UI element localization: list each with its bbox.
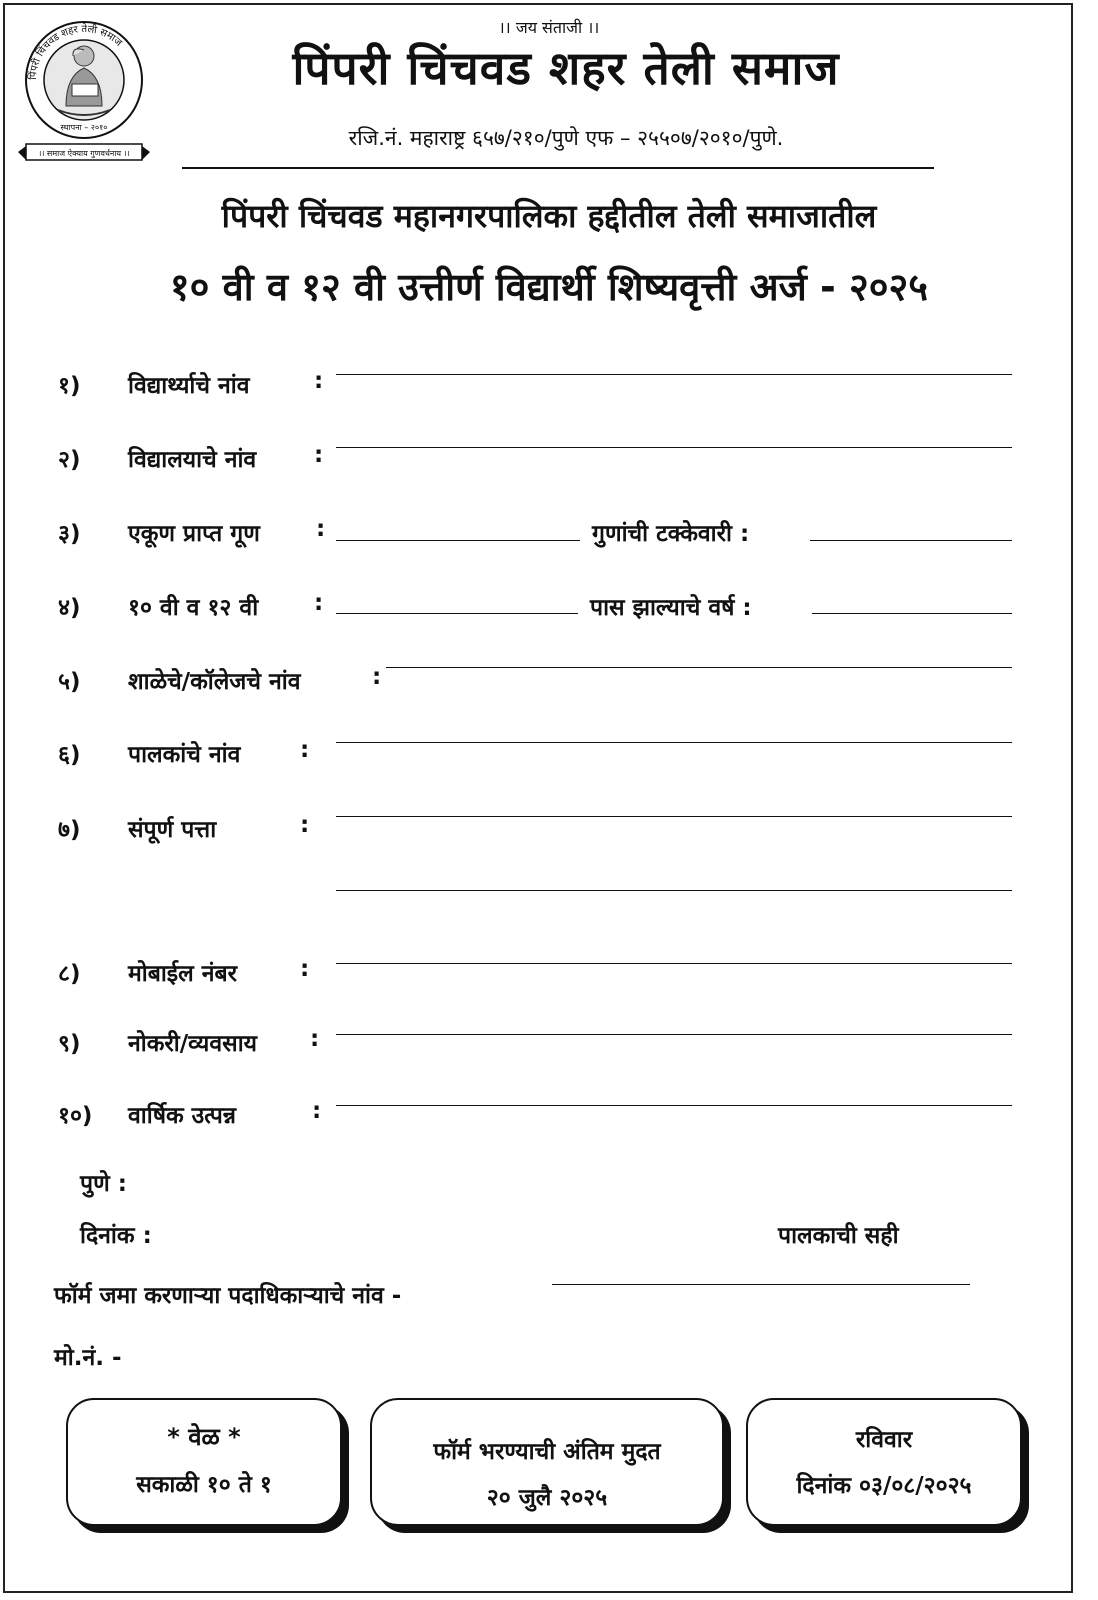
field-colon: : xyxy=(300,812,310,838)
field-colon: : xyxy=(314,368,324,394)
field-label-college-name: शाळेचे/कॉलेजचे नांव xyxy=(128,669,301,695)
field-label-percentage: गुणांची टक्केवारी : xyxy=(592,521,750,547)
field-label-student-name: विद्यार्थ्याचे नांव xyxy=(128,373,250,399)
field-number: ७) xyxy=(58,817,81,843)
event-date: दिनांक ०३/०८/२०२५ xyxy=(796,1473,972,1499)
field-number: २) xyxy=(58,447,81,473)
field-label-class: १० वी व १२ वी xyxy=(128,595,259,621)
field-number: ४) xyxy=(58,595,81,621)
field-number: १०) xyxy=(58,1103,93,1129)
student-name-input-line[interactable] xyxy=(336,374,1012,375)
field-label-total-marks: एकूण प्राप्त गूण xyxy=(128,521,260,547)
field-label-occupation: नोकरी/व्यवसाय xyxy=(128,1031,257,1057)
annual-income-input-line[interactable] xyxy=(336,1105,1012,1106)
form-title: १० वी व १२ वी उत्तीर्ण विद्यार्थी शिष्यवृत्ती अर्ज - २०२५ xyxy=(169,265,929,309)
class-input-line[interactable] xyxy=(336,613,578,614)
total-marks-input-line[interactable] xyxy=(336,540,580,541)
collector-name-input-line[interactable] xyxy=(552,1284,970,1285)
deadline-date: २० जुलै २०२५ xyxy=(486,1485,608,1511)
field-colon: : xyxy=(300,956,310,982)
field-colon: : xyxy=(310,1026,320,1052)
field-label-address: संपूर्ण पत्ता xyxy=(128,817,217,843)
motto-top: ।। जय संताजी ।। xyxy=(498,18,600,37)
college-name-input-line[interactable] xyxy=(386,667,1012,668)
address-input-line-2[interactable] xyxy=(336,890,1012,891)
field-colon: : xyxy=(312,1098,322,1124)
deadline-heading: फॉर्म भरण्याची अंतिम मुदत xyxy=(433,1439,661,1465)
field-label-school-name: विद्यालयाचे नांव xyxy=(128,447,257,473)
header-divider xyxy=(182,167,934,169)
guardian-signature-label: पालकाची सही xyxy=(778,1223,899,1249)
emblem-founded-text: स्थापना – २०१० xyxy=(60,123,108,132)
place-label: पुणे : xyxy=(80,1171,127,1197)
field-colon: : xyxy=(372,664,382,690)
field-number: ९) xyxy=(58,1031,81,1057)
time-info-box xyxy=(66,1398,342,1526)
mobile-number-label: मो.नं. - xyxy=(54,1345,122,1371)
form-subtitle: पिंपरी चिंचवड महानगरपालिका हद्दीतील तेली समाजातील xyxy=(221,197,877,235)
field-number: ६) xyxy=(58,742,81,768)
school-name-input-line[interactable] xyxy=(336,447,1012,448)
occupation-input-line[interactable] xyxy=(336,1034,1012,1035)
field-label-guardian-name: पालकांचे नांव xyxy=(128,742,241,768)
organization-name: पिंपरी चिंचवड शहर तेली समाज xyxy=(292,41,840,95)
address-input-line-1[interactable] xyxy=(336,816,1012,817)
collector-name-label: फॉर्म जमा करणाऱ्या पदाधिकाऱ्याचे नांव - xyxy=(54,1283,402,1309)
page-border xyxy=(3,3,1073,1593)
field-colon: : xyxy=(314,442,324,468)
mobile-input-line[interactable] xyxy=(336,963,1012,964)
emblem-ribbon-text: ।। समाज ऐक्याय गुणवर्धनाय ।। xyxy=(38,149,130,158)
field-label-annual-income: वार्षिक उत्पन्न xyxy=(128,1103,236,1129)
time-heading: * वेळ * xyxy=(167,1423,241,1451)
event-date-box xyxy=(746,1398,1022,1526)
time-text: सकाळी १० ते १ xyxy=(136,1472,272,1498)
field-colon: : xyxy=(300,737,310,763)
date-label: दिनांक : xyxy=(80,1223,152,1249)
event-day: रविवार xyxy=(855,1427,913,1453)
guardian-name-input-line[interactable] xyxy=(336,742,1012,743)
passing-year-input-line[interactable] xyxy=(812,613,1012,614)
field-number: ५) xyxy=(58,669,81,695)
field-number: १) xyxy=(58,373,81,399)
field-label-passing-year: पास झाल्याचे वर्ष : xyxy=(590,595,752,621)
registration-number: रजि.नं. महाराष्ट्र ६५७/२१०/पुणे एफ – २५५०७/२०१०/पुणे. xyxy=(348,126,784,150)
field-label-mobile: मोबाईल नंबर xyxy=(128,961,238,987)
deadline-info-box xyxy=(370,1398,724,1526)
field-number: ८) xyxy=(58,961,81,987)
field-colon: : xyxy=(316,516,326,542)
emblem-ring-text: पिंपरी चिंचवड शहर तेली समाज xyxy=(27,23,124,81)
field-colon: : xyxy=(314,590,324,616)
field-number: ३) xyxy=(58,521,81,547)
percentage-input-line[interactable] xyxy=(810,540,1012,541)
